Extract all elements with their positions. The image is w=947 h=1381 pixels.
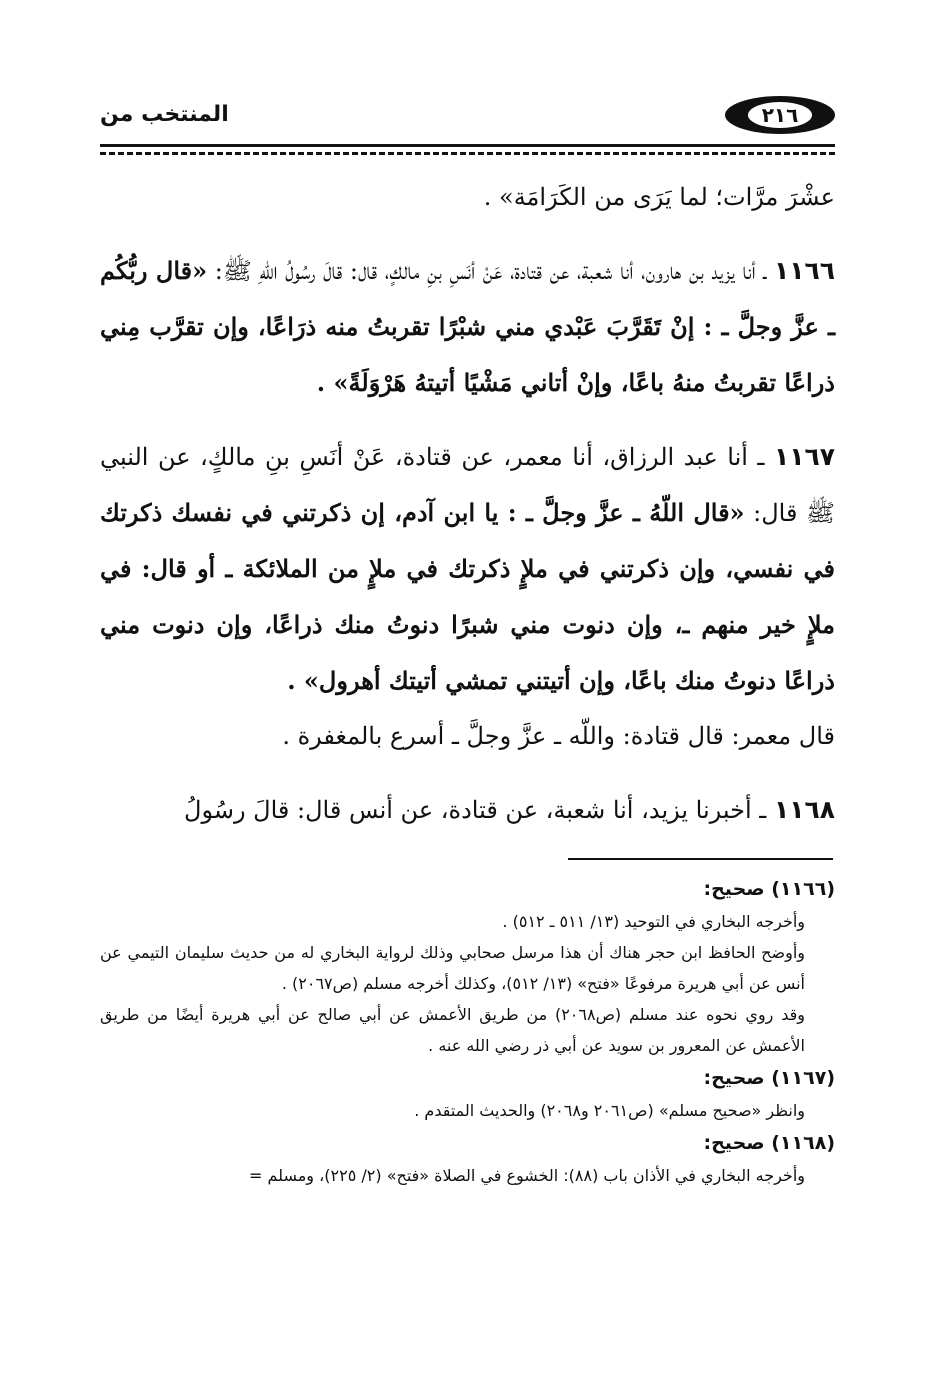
page-header [100,92,835,154]
footnote-line: وقد روي نحوه عند مسلم (ص٢٠٦٨) من طريق الأعمش عن أبي صالح عن أبي هريرة أيضًا من طريق الأعمش عن المعرور بن سويد عن أبي ذر رضي الله عنه . [100,1005,805,1055]
header-rule [100,144,835,147]
hadith-1168 [100,782,835,838]
hadith-isnad: ـ أنا يزيد بن هارون، أنا شعبة، عن قتادة، عَنْ أنَسِ بنِ مالكٍ، قال: قالَ رسُولُ اللّهِ ﷺ: [207,257,774,285]
footnote-line: وأوضح الحافظ ابن حجر هناك أن هذا مرسل صحابي وذلك لرواية البخاري له من حديث سليمان التيمي عن أنس عن أبي هريرة مرفوعًا «فتح» (١٣/ ٥١٢)، وكذلك أخرجه مسلم (ص٢٠٦٧) . [100,943,805,993]
hadith-text: «قال اللّهُ ـ عزَّ وجلَّ ـ : يا ابن آدم، إن ذكرتني في نفسك ذكرتك في نفسي، وإن ذكرتني في ملإٍ ذكرتك في ملإٍ من الملائكة ـ أو قال: في ملإٍ خير منهم ـ، وإن دنوت مني شبرًا دنوتُ منك ذراعًا، وإن دنوت مني ذراعًا دنوتُ منك باعًا، وإن أتيتني تمشي أتيتك أهرول» . [100,498,835,695]
hadith-1166 [100,243,835,411]
hadith-isnad: ـ أخبرنا يزيد، أنا شعبة، عن قتادة، عن أنس قال: قالَ رسُولُ [184,796,774,824]
footnote-heading-1167: (١١٦٧) صحيح: [703,1067,835,1089]
footnote-heading-1166: (١١٦٦) صحيح: [703,878,835,900]
hadith-1167 [100,429,835,709]
page-number-badge [725,96,835,134]
ma3mar-comment: قال معمر: قال قتادة: واللّه ـ عزَّ وجلَّ ـ أسرع بالمغفرة . [282,722,835,750]
hadith-number: ١١٦٧ [773,442,835,471]
continuation-paragraph: عشْرَ مرَّات؛ لما يَرَى من الكَرَامَة» . [483,183,835,211]
book-title: المنتخب من [100,102,229,127]
footnote-line: وأخرجه البخاري في التوحيد (١٣/ ٥١١ ـ ٥١٢) . [502,912,805,931]
hadith-text: «قال ربُّكُم ـ عزَّ وجلَّ ـ : إنْ تَقَرَّبَ عَبْدي مني شبْرًا تقربتُ منه ذرَاعًا، وإن تقرَّب مِني ذراعًا تقربتُ منهُ باعًا، وإنْ أتاني مَشْيًا أتيتهُ هَرْوَلَةً» . [100,256,835,397]
main-text [100,170,835,838]
hadith-number: ١١٦٦ [773,256,836,285]
footnote-separator [568,858,833,860]
footnote-heading-1168: (١١٦٨) صحيح: [703,1132,835,1154]
hadith-number: ١١٦٨ [773,795,835,824]
footnote-line: وأخرجه البخاري في الأذان باب (٨٨): الخشوع في الصلاة «فتح» (٢/ ٢٢٥)، ومسلم = [249,1166,805,1185]
header-dashed-rule [100,152,835,155]
footnote-line: وانظر «صحيح مسلم» (ص٢٠٦١ و٢٠٦٨) والحديث المتقدم . [414,1101,805,1120]
footnotes [100,872,835,1191]
hadith-isnad: ـ أنا عبد الرزاق، أنا معمر، عن قتادة، عَنْ أنَسِ بنِ مالكٍ، عن النبي ﷺ قال: [100,443,835,527]
page-number: ٢١٦ [748,102,813,128]
